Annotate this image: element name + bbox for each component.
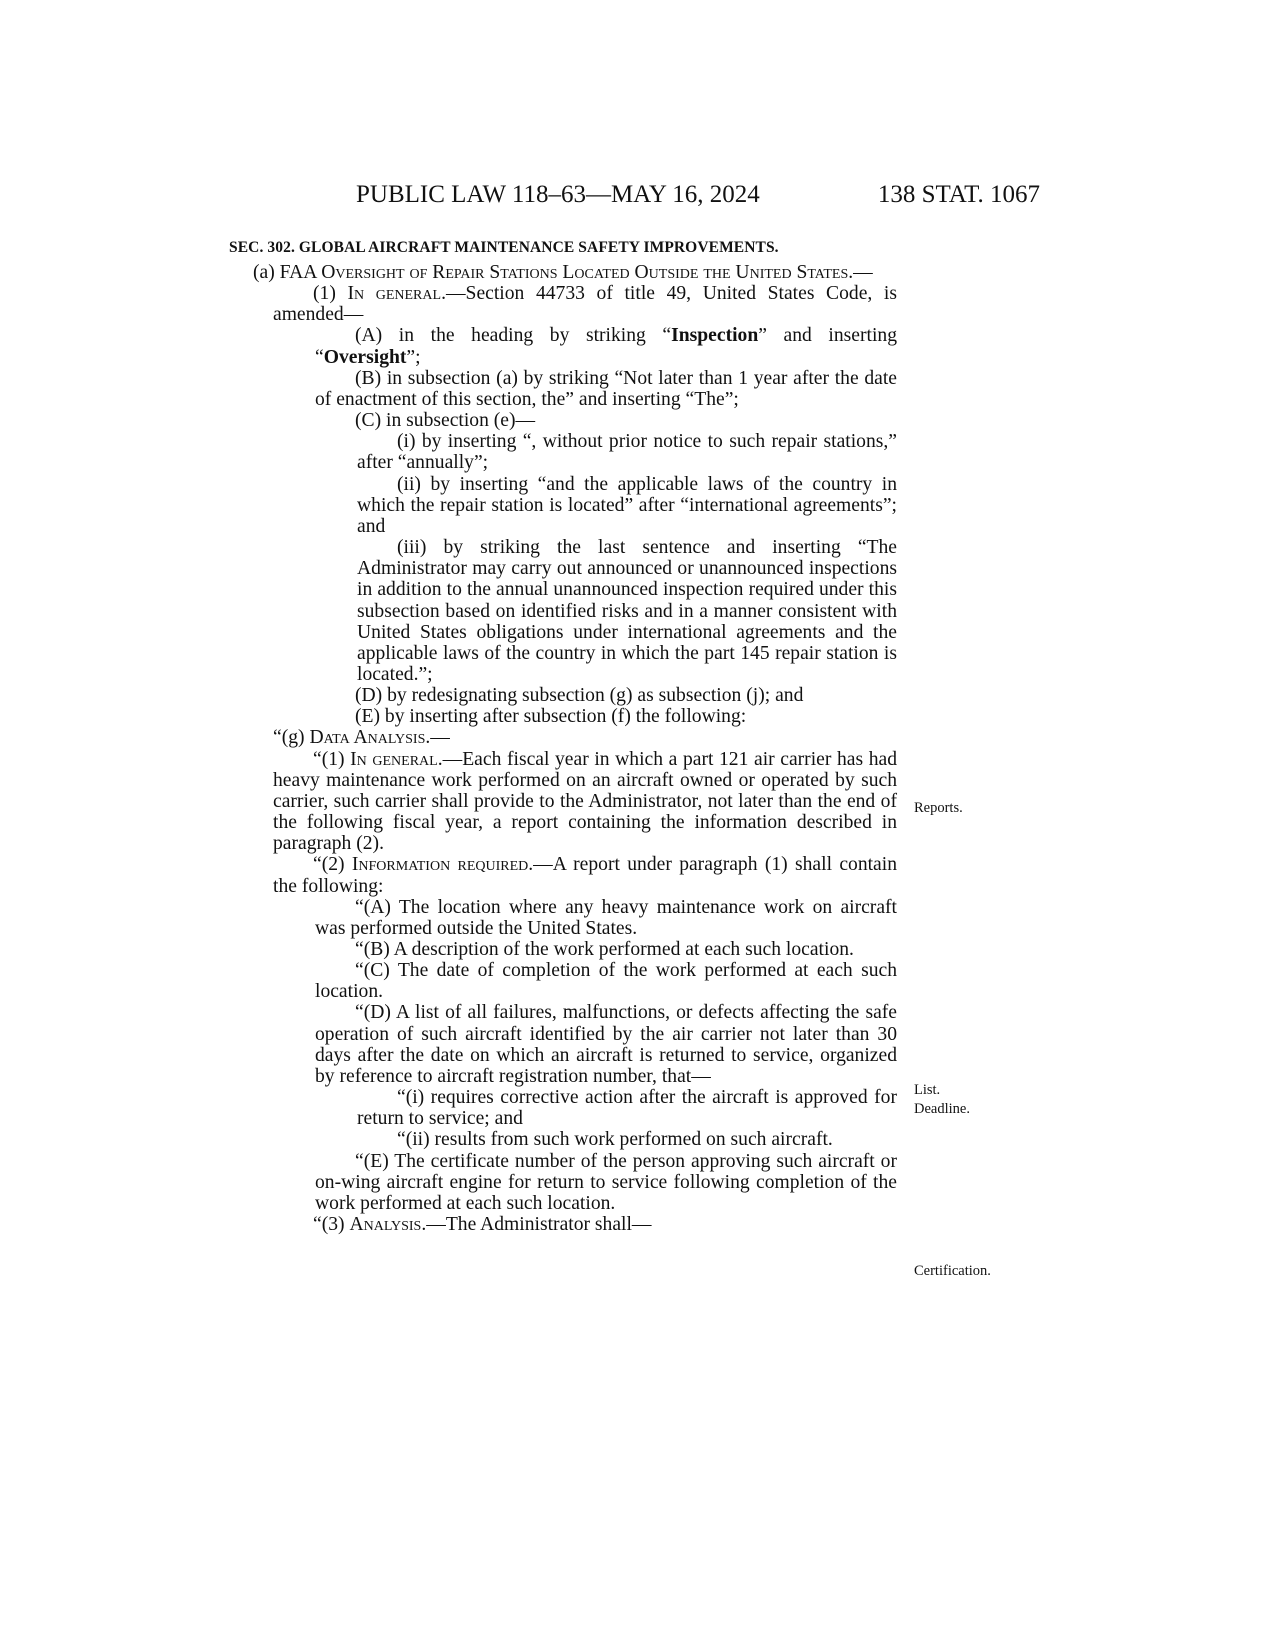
law-date: PUBLIC LAW 118–63—MAY 16, 2024 [356, 181, 760, 208]
margin-note-deadline: Deadline. [914, 1101, 970, 1117]
subparagraph-B: (B) in subsection (a) by striking “Not later than 1 year after the date of enactment of this section, the” and inserting “The”; [315, 367, 897, 410]
clause-gDi: “(i) requires corrective action after the aircraft is approved for return to service; and [357, 1087, 897, 1130]
subparagraph-C: (C) in subsection (e)— [355, 410, 536, 432]
paragraph-g2: “(2) Information required.—A report under paragraph (1) shall contain the following: [273, 854, 897, 897]
page-header [232, 181, 1040, 215]
subparagraph-gD: “(D) A list of all failures, malfunctions, or defects affecting the safe operation of such aircraft identified by the air carrier not later than 30 days after the date on which an aircraft is returned to service, organized by reference to aircraft registration number, that— [315, 1002, 897, 1087]
paragraph-1: (1) In general.—Section 44733 of title 49, United States Code, is amended— [273, 283, 898, 326]
paragraph-g3: “(3) Analysis.—The Administrator shall— [313, 1214, 652, 1236]
margin-note-certification: Certification. [914, 1263, 991, 1279]
clause-gDii: “(ii) results from such work performed on such aircraft. [397, 1129, 833, 1151]
subparagraph-D: (D) by redesignating subsection (g) as subsection (j); and [355, 685, 804, 707]
subparagraph-gE: “(E) The certificate number of the person approving such aircraft or on-wing aircraft engine for return to service following completion of the work performed at each such location. [315, 1150, 897, 1214]
subsection-a: (a) FAA Oversight of Repair Stations Located Outside the United States.— [253, 262, 873, 283]
document-body [231, 262, 897, 1235]
subparagraph-A: (A) in the heading by striking “Inspection” and inserting “Oversight”; [315, 325, 897, 368]
subsection-g: “(g) Data Analysis.— [273, 727, 450, 749]
clause-Cii: (ii) by inserting “and the applicable laws of the country in which the repair station is located” after “international agreements”; and [357, 473, 897, 537]
statute-page: 138 STAT. 1067 [877, 181, 1040, 208]
margin-note-reports: Reports. [914, 800, 963, 816]
section-title: SEC. 302. GLOBAL AIRCRAFT MAINTENANCE SAFETY IMPROVEMENTS. [229, 239, 779, 256]
subparagraph-gC: “(C) The date of completion of the work performed at each such location. [315, 960, 897, 1003]
subparagraph-gB: “(B) A description of the work performed at each such location. [355, 939, 854, 960]
subparagraph-E: (E) by inserting after subsection (f) the following: [355, 706, 747, 728]
subparagraph-gA: “(A) The location where any heavy maintenance work on aircraft was performed outside the United States. [315, 896, 897, 939]
paragraph-g1: “(1) In general.—Each fiscal year in which a part 121 air carrier has had heavy maintenance work performed on an aircraft owned or operated by such carrier, such carrier shall provide to the Administrator, not later than the end of the following fiscal year, a report containing the information described in paragraph (2). [273, 748, 897, 855]
clause-Ci: (i) by inserting “, without prior notice to such repair stations,” after “annually”; [357, 431, 897, 474]
margin-note-list: List. [914, 1082, 941, 1098]
clause-Ciii: (iii) by striking the last sentence and inserting “The Administrator may carry out announced or unannounced inspections in addition to the annual unannounced inspection required under this subsection based on identified risks and in a manner consistent with United States obligations under international agreements and the applicable laws of the country in which the part 145 repair station is located.”; [357, 537, 897, 685]
